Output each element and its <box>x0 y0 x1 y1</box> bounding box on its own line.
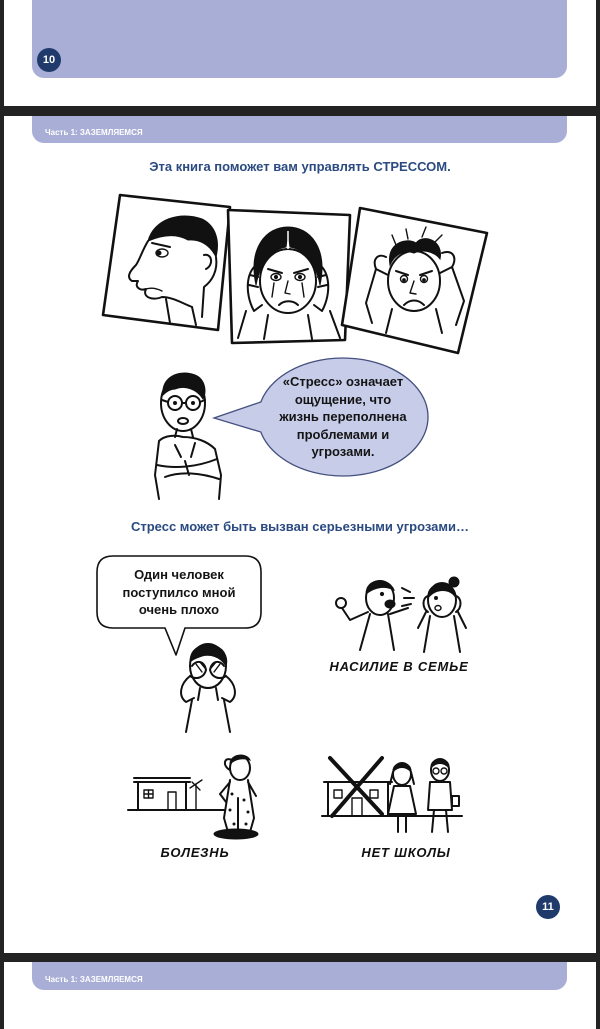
page-header-band <box>32 0 567 78</box>
page-11 <box>0 116 600 953</box>
page-number-badge: 10 <box>37 48 61 72</box>
face-frame-stressed-man <box>342 208 487 353</box>
caption-domestic-violence: НАСИЛИЕ В СЕМЬЕ <box>329 659 469 674</box>
caption-no-school: НЕТ ШКОЛЫ <box>361 845 451 860</box>
chapter-label: Часть 1: ЗАЗЕМЛЯЕМСЯ <box>45 128 143 137</box>
definition-bubble-text <box>258 373 428 461</box>
viewer-edge-left <box>0 0 4 1029</box>
speech-bubble-text <box>97 566 261 619</box>
page-12 <box>0 962 600 1029</box>
section-subtitle: Стресс может быть вызван серьезными угрозами… <box>130 519 470 534</box>
speech-line: поступилсо мной <box>122 584 236 600</box>
crying-person-illustration <box>170 640 250 736</box>
speech-line: Один человек <box>134 567 224 582</box>
definition-line: «Стресс» означает <box>282 374 404 389</box>
page-header-band <box>32 116 567 143</box>
caption-illness: БОЛЕЗНЬ <box>160 845 230 860</box>
page-10 <box>0 0 600 106</box>
face-frame-profile-man <box>103 195 230 330</box>
no-school-illustration <box>322 752 462 838</box>
definition-line: жизнь переполнена <box>279 409 407 424</box>
chapter-label: Часть 1: ЗАЗЕМЛЯЕМСЯ <box>45 975 143 984</box>
domestic-violence-illustration <box>330 568 475 656</box>
definition-line: проблемами и <box>296 426 390 442</box>
viewer-edge-right <box>596 0 600 1029</box>
illness-illustration <box>128 748 268 842</box>
speech-line: очень плохо <box>138 602 220 617</box>
face-frame-crying-woman <box>228 210 350 343</box>
page-title: Эта книга поможет вам управлять СТРЕССОМ. <box>149 159 451 174</box>
definition-line: ощущение, что <box>294 391 392 407</box>
page-number-badge: 11 <box>536 895 560 919</box>
stressed-faces-illustration <box>96 193 496 358</box>
page-header-band <box>32 962 567 990</box>
definition-line: угрозами. <box>311 444 375 459</box>
